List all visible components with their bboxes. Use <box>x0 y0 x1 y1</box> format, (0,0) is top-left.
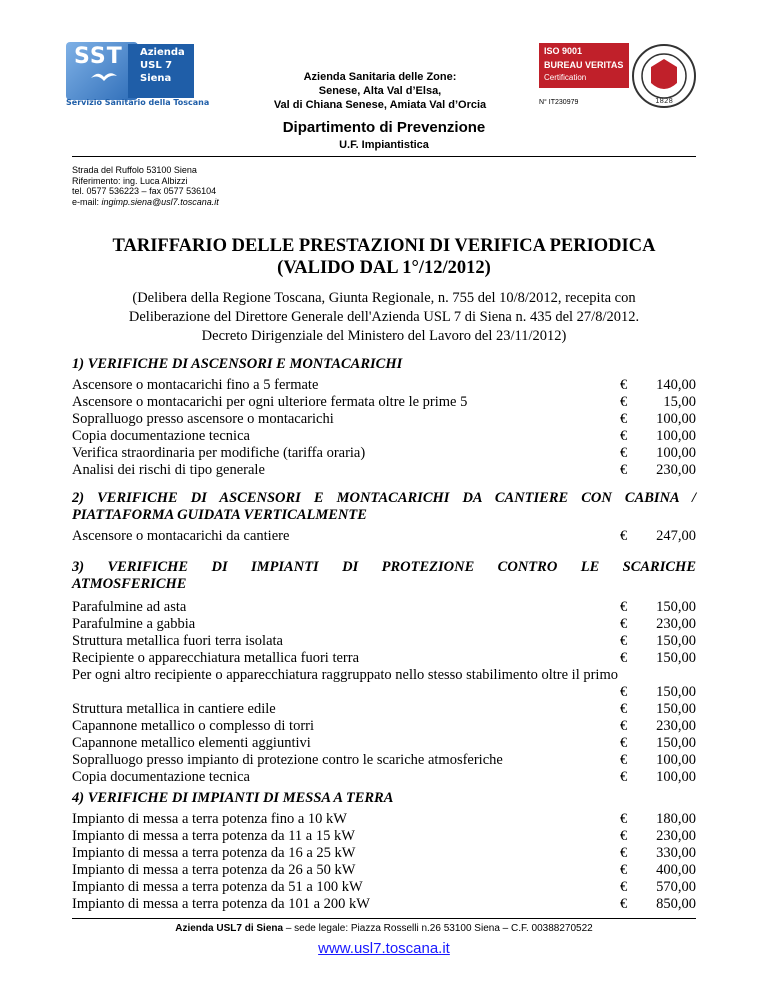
section-title-line-2: ATMOSFERICHE <box>72 576 187 592</box>
price-row <box>72 862 696 879</box>
row-currency: € <box>620 845 628 861</box>
cert-number: N° IT230979 <box>539 99 579 106</box>
address-block <box>72 165 219 207</box>
row-desc: Verifica straordinaria per modifiche (tariffa oraria) <box>72 445 366 461</box>
zones-block <box>230 70 530 112</box>
row-currency: € <box>620 411 628 427</box>
row-currency: € <box>620 428 628 444</box>
price-row <box>72 769 696 786</box>
price-row <box>72 845 696 862</box>
intro-line-1: (Delibera della Regione Toscana, Giunta Regionale, n. 755 del 10/8/2012, recepita con <box>132 290 636 306</box>
seagull-icon <box>90 68 118 86</box>
price-row <box>72 811 696 828</box>
row-amount: 850,00 <box>656 896 696 912</box>
row-currency: € <box>620 879 628 895</box>
row-amount: 140,00 <box>656 377 696 393</box>
section-title-line-1: 2) VERIFICHE DI ASCENSORI E MONTACARICHI DA CANTIERE CON CABINA / <box>72 490 696 506</box>
title-line-2: (VALIDO DAL 1°/12/2012) <box>277 258 491 278</box>
row-amount: 230,00 <box>656 616 696 632</box>
section-title-line-1: 3) VERIFICHE DI IMPIANTI DI PROTEZIONE CONTRO LE SCARICHE <box>72 559 696 575</box>
zones-line-3: Val di Chiana Senese, Amiata Val d’Orcia <box>273 99 487 111</box>
row-amount: 230,00 <box>656 828 696 844</box>
row-currency: € <box>620 650 628 666</box>
row-currency: € <box>620 599 628 615</box>
iso-label: ISO 9001 <box>544 46 583 56</box>
row-desc: Sopralluogo presso impianto di protezione contro le scariche atmosferiche <box>72 752 503 768</box>
price-row <box>72 377 696 394</box>
footer-divider <box>72 918 696 919</box>
row-currency: € <box>620 769 628 785</box>
certification-logo <box>539 43 697 109</box>
row-amount: 330,00 <box>656 845 696 861</box>
row-amount: 100,00 <box>656 428 696 444</box>
price-row <box>72 462 696 479</box>
website-link[interactable]: www.usl7.toscana.it <box>318 940 450 957</box>
row-amount: 100,00 <box>656 411 696 427</box>
footer-org: Azienda USL7 di Siena <box>175 923 284 934</box>
row-amount: 247,00 <box>656 528 696 544</box>
price-row <box>72 828 696 845</box>
department-title: Dipartimento di Prevenzione <box>282 119 486 136</box>
price-row <box>72 445 696 462</box>
zones-line-1: Azienda Sanitaria delle Zone: <box>303 71 457 83</box>
row-amount: 150,00 <box>656 633 696 649</box>
price-row <box>72 879 696 896</box>
row-desc: Ascensore o montacarichi per ogni ulteriore fermata oltre le prime 5 <box>72 394 468 410</box>
header-divider <box>72 156 696 157</box>
row-desc: Struttura metallica fuori terra isolata <box>72 633 283 649</box>
price-row <box>72 684 696 701</box>
row-desc: Recipiente o apparecchiatura metallica fuori terra <box>72 650 360 666</box>
price-row <box>72 650 696 667</box>
intro-paragraph <box>72 289 696 346</box>
price-row <box>72 616 696 633</box>
row-desc: Parafulmine a gabbia <box>72 616 196 632</box>
row-amount: 100,00 <box>656 769 696 785</box>
price-row <box>72 599 696 616</box>
section-messa-a-terra <box>72 790 696 913</box>
footer-address: – sede legale: Piazza Rosselli n.26 53100 Siena – C.F. 00388270522 <box>283 923 593 934</box>
usl7-logo <box>66 42 210 108</box>
section-ascensori <box>72 356 696 479</box>
row-desc: Impianto di messa a terra potenza fino a 10 kW <box>72 811 347 827</box>
row-amount: 150,00 <box>656 650 696 666</box>
footer-legal <box>0 923 768 934</box>
row-amount: 570,00 <box>656 879 696 895</box>
row-desc: Ascensore o montacarichi fino a 5 fermate <box>72 377 319 393</box>
seal-year: 1828 <box>655 97 673 105</box>
sst-logo-text: SST <box>74 44 123 69</box>
document-title <box>72 235 696 279</box>
section-title: 4) VERIFICHE DI IMPIANTI DI MESSA A TERRA <box>72 790 394 806</box>
row-currency: € <box>620 752 628 768</box>
row-currency: € <box>620 462 628 478</box>
row-desc: Copia documentazione tecnica <box>72 428 250 444</box>
row-currency: € <box>620 735 628 751</box>
row-amount: 400,00 <box>656 862 696 878</box>
row-amount: 150,00 <box>656 701 696 717</box>
price-row <box>72 735 696 752</box>
logo-line-usl: USL 7 <box>140 60 173 71</box>
row-currency: € <box>620 528 628 544</box>
servizio-sanitario-label: Servizio Sanitario della Toscana <box>66 98 210 107</box>
price-row <box>72 633 696 650</box>
row-desc: Per ogni altro recipiente o apparecchiatura raggruppato nello stesso stabilimento oltre il primo <box>72 667 618 683</box>
row-desc: Impianto di messa a terra potenza da 51 a 100 kW <box>72 879 363 895</box>
row-amount: 180,00 <box>656 811 696 827</box>
row-currency: € <box>620 394 628 410</box>
row-amount: 230,00 <box>656 462 696 478</box>
row-desc: Capannone metallico elementi aggiuntivi <box>72 735 311 751</box>
row-desc: Analisi dei rischi di tipo generale <box>72 462 265 478</box>
address-line-1: Strada del Ruffolo 53100 Siena <box>72 165 197 175</box>
row-currency: € <box>620 828 628 844</box>
row-currency: € <box>620 633 628 649</box>
row-desc: Struttura metallica in cantiere edile <box>72 701 276 717</box>
row-currency: € <box>620 616 628 632</box>
logo-line-azienda: Azienda <box>140 47 185 58</box>
row-desc: Impianto di messa a terra potenza da 11 a 15 kW <box>72 828 355 844</box>
price-row <box>72 528 696 545</box>
row-amount: 100,00 <box>656 752 696 768</box>
azienda-logo-block <box>128 44 194 98</box>
intro-line-2: Deliberazione del Direttore Generale dell'Azienda USL 7 di Siena n. 435 del 27/8/2012. <box>128 309 640 325</box>
price-row <box>72 428 696 445</box>
row-desc: Impianto di messa a terra potenza da 26 a 50 kW <box>72 862 356 878</box>
price-row <box>72 718 696 735</box>
row-currency: € <box>620 718 628 734</box>
address-line-3: tel. 0577 536223 – fax 0577 536104 <box>72 186 217 196</box>
row-currency: € <box>620 811 628 827</box>
bureau-veritas-box <box>539 43 629 88</box>
price-row <box>72 411 696 428</box>
row-desc: Ascensore o montacarichi da cantiere <box>72 528 290 544</box>
row-amount: 150,00 <box>656 684 696 700</box>
section-scariche-atmosferiche <box>72 559 696 786</box>
row-amount: 150,00 <box>656 599 696 615</box>
row-desc: Impianto di messa a terra potenza da 16 a 25 kW <box>72 845 356 861</box>
price-row <box>72 394 696 411</box>
row-amount: 150,00 <box>656 735 696 751</box>
row-currency: € <box>620 684 628 700</box>
row-desc: Impianto di messa a terra potenza da 101 a 200 kW <box>72 896 370 912</box>
certification-label: Certification <box>544 73 587 82</box>
price-row <box>72 896 696 913</box>
unit-subtitle: U.F. Impiantistica <box>339 139 429 151</box>
row-currency: € <box>620 862 628 878</box>
row-amount: 100,00 <box>656 445 696 461</box>
title-line-1: TARIFFARIO DELLE PRESTAZIONI DI VERIFICA PERIODICA <box>112 236 656 256</box>
bureau-veritas-seal-icon <box>631 43 697 109</box>
row-amount: 230,00 <box>656 718 696 734</box>
row-desc: Capannone metallico o complesso di torri <box>72 718 315 734</box>
zones-line-2: Senese, Alta Val d’Elsa, <box>318 85 442 97</box>
section-title-line-2: PIATTAFORMA GUIDATA VERTICALMENTE <box>72 507 367 523</box>
email-label: e-mail: <box>72 196 102 207</box>
bureau-veritas-label: BUREAU VERITAS <box>544 60 624 70</box>
row-desc: Parafulmine ad asta <box>72 599 187 615</box>
address-line-email <box>72 197 219 208</box>
price-row <box>72 667 696 684</box>
section-title: 1) VERIFICHE DI ASCENSORI E MONTACARICHI <box>72 356 403 372</box>
row-currency: € <box>620 377 628 393</box>
logo-line-siena: Siena <box>140 73 172 84</box>
price-row <box>72 701 696 718</box>
row-amount: 15,00 <box>663 394 696 410</box>
price-row <box>72 752 696 769</box>
row-currency: € <box>620 701 628 717</box>
email-link[interactable]: ingimp.siena@usl7.toscana.it <box>101 196 219 207</box>
section-ascensori-cantiere <box>72 490 696 545</box>
row-currency: € <box>620 896 628 912</box>
intro-line-3: Decreto Dirigenziale del Ministero del Lavoro del 23/11/2012) <box>201 328 567 344</box>
row-desc: Copia documentazione tecnica <box>72 769 250 785</box>
row-currency: € <box>620 445 628 461</box>
row-desc: Sopralluogo presso ascensore o montacarichi <box>72 411 334 427</box>
address-line-2: Riferimento: ing. Luca Albizzi <box>72 175 188 186</box>
